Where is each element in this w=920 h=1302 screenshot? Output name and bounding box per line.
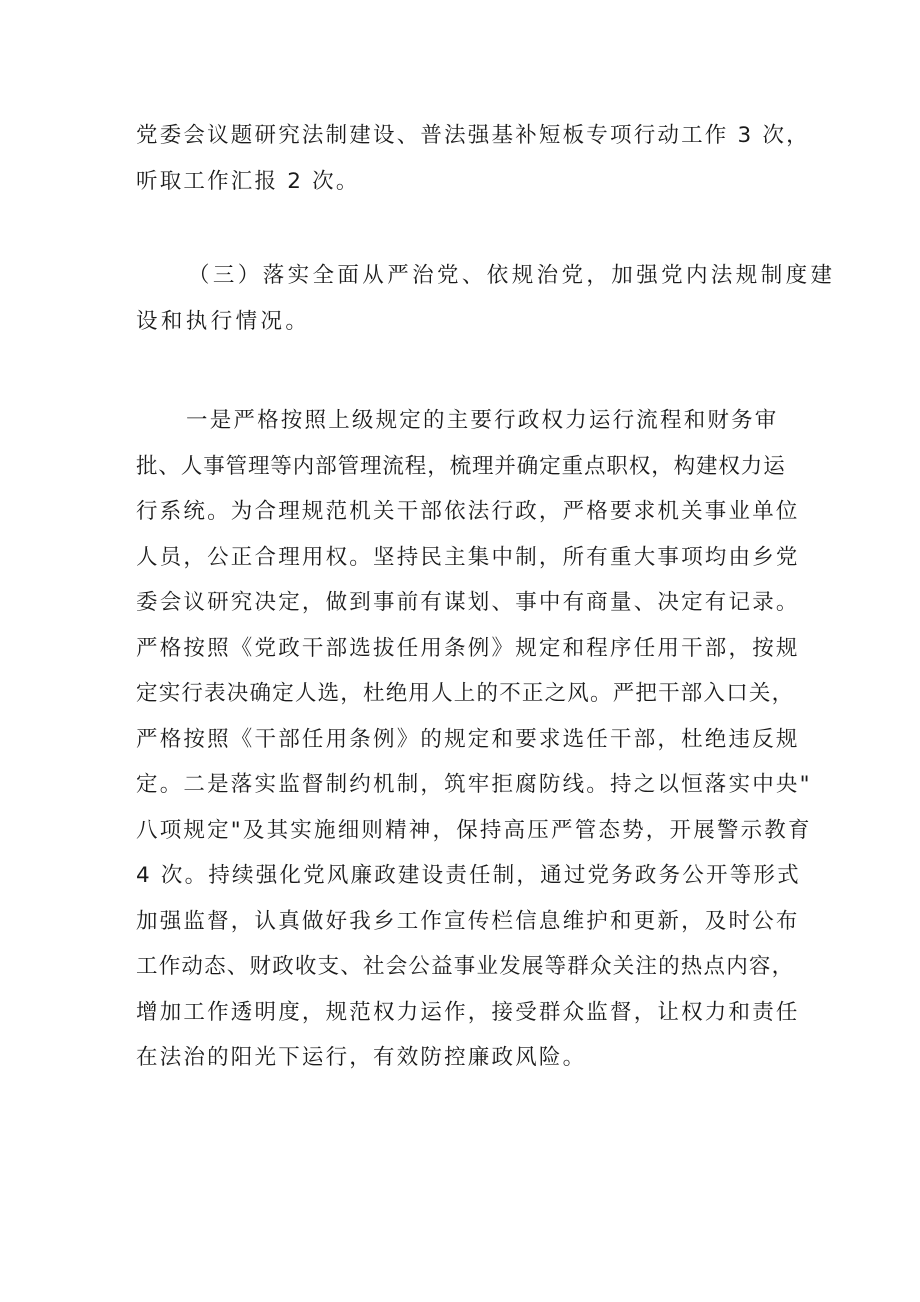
- text-line: 行系统。为合理规范机关干部依法行政，严格要求机关事业单位: [136, 499, 800, 524]
- text-line: 八项规定"及其实施细则精神，保持高压严管态势，开展警示教育: [136, 817, 812, 843]
- section-heading-three: [136, 253, 836, 344]
- text-line: 工作动态、财政收支、社会公益事业发展等群众关注的热点内容，: [136, 954, 795, 979]
- text-line: 听取工作汇报 2 次。: [136, 168, 360, 194]
- text-line: 加强监督，认真做好我乡工作宣传栏信息维护和更新，及时公布: [136, 908, 800, 934]
- heading-line: （三）落实全面从严治党、依规治党，加强党内法规制度建: [188, 263, 836, 288]
- text-line: 委会议研究决定，做到事前有谋划、事中有商量、决定有记录。: [136, 590, 800, 615]
- text-line: 批、人事管理等内部管理流程，梳理并确定重点职权，构建权力运: [136, 453, 786, 479]
- text-line: 增加工作透明度，规范权力运作，接受群众监督，让权力和责任: [136, 999, 800, 1025]
- text-line: 严格按照《党政干部选拔任用条例》规定和程序任用干部，按规: [136, 635, 800, 661]
- text-line: 党委会议题研究法制建设、普法强基补短板专项行动工作 3 次，: [136, 123, 810, 148]
- paragraph-meeting-summary: [136, 113, 810, 204]
- text-line: 定实行表决确定人选，杜绝用人上的不正之风。严把干部入口关，: [136, 681, 795, 706]
- paragraph-implementation-details: [136, 398, 812, 1081]
- text-line: 人员，公正合理用权。坚持民主集中制，所有重大事项均由乡党: [136, 544, 800, 570]
- text-line: 4 次。持续强化党风廉政建设责任制，通过党务政务公开等形式: [136, 863, 801, 888]
- text-line: 在法治的阳光下运行，有效防控廉政风险。: [136, 1045, 587, 1070]
- heading-line: 设和执行情况。: [136, 308, 311, 334]
- text-line: 定。二是落实监督制约机制，筑牢拒腐防线。持之以恒落实中央": [136, 772, 812, 797]
- text-line: 一是严格按照上级规定的主要行政权力运行流程和财务审: [186, 408, 779, 433]
- text-line: 严格按照《干部任用条例》的规定和要求选任干部，杜绝违反规: [136, 726, 800, 752]
